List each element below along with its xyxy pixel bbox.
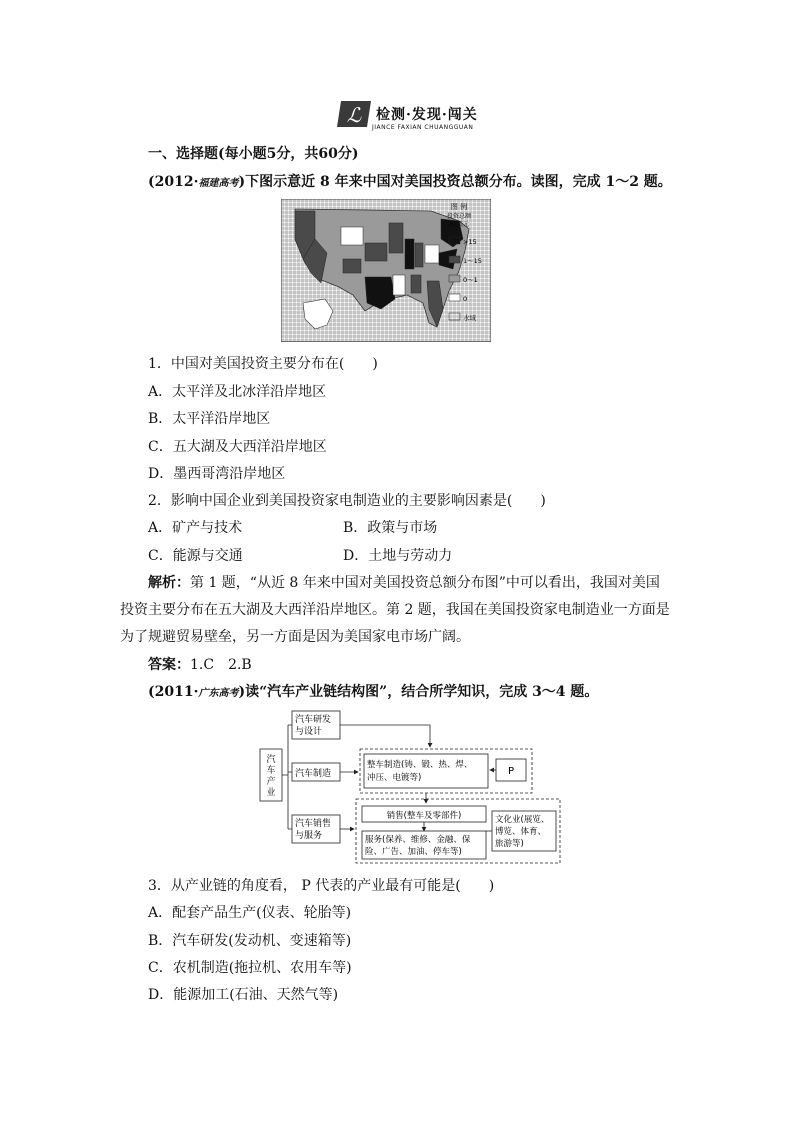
branch-mfg: 汽车制造 bbox=[295, 769, 332, 779]
banner-title: 检测·发现·闯关 bbox=[376, 107, 478, 123]
block1-intro bbox=[148, 173, 672, 193]
block2-intro bbox=[148, 683, 598, 703]
us-investment-map bbox=[281, 199, 491, 342]
answer-line bbox=[148, 656, 252, 674]
branch-rd-1: 汽车研发 bbox=[295, 715, 332, 725]
analysis-line1 bbox=[148, 574, 660, 592]
q1-option-b: B．太平洋沿岸地区 bbox=[148, 411, 271, 427]
analysis-text1: 第 1 题，“从近 8 年来中国对美国投资总额分布图”中可以看出，我国对美国 bbox=[190, 575, 660, 591]
culture-2: 博览、体育、 bbox=[495, 827, 547, 837]
service-1: 服务(保养、维修、金融、保 bbox=[365, 835, 471, 845]
legend-title: 图 例 bbox=[450, 203, 468, 211]
q1-option-c: C．五大湖及大西洋沿岸地区 bbox=[148, 439, 327, 455]
section-logo-icon bbox=[337, 99, 373, 129]
block2-year: (2011· bbox=[148, 684, 199, 700]
q3-option-a: A．配套产品生产(仪表、轮胎等) bbox=[148, 905, 352, 921]
block1-text: )下图示意近 8 年来中国对美国投资总额分布。读图，完成 1～2 题。 bbox=[238, 174, 672, 190]
legend-swatch-3 bbox=[449, 294, 460, 301]
root-char-3: 产 bbox=[266, 777, 276, 787]
answer-label: 答案： bbox=[148, 657, 190, 673]
culture-1: 文化业(展览、 bbox=[495, 815, 550, 825]
analysis-line2: 投资主要分布在五大湖及大西洋沿岸地区。第 2 题，我国在美国投资家电制造业一方面是 bbox=[120, 602, 670, 618]
block1-source: 福建高考 bbox=[198, 178, 239, 189]
branch-rd-2: 与设计 bbox=[295, 727, 323, 737]
section-title: 一、选择题(每小题5分，共60分) bbox=[148, 146, 359, 162]
answer-text: 1.C 2.B bbox=[190, 657, 252, 673]
q2-option-d: D．土地与劳动力 bbox=[343, 548, 453, 564]
q3-option-c: C．农机制造(拖拉机、农用车等) bbox=[148, 960, 352, 976]
banner-subtitle: JIANCE FAXIAN CHUANGGUAN bbox=[372, 124, 474, 131]
branch-sales-1: 汽车销售 bbox=[295, 819, 332, 829]
auto-industry-diagram bbox=[258, 707, 562, 867]
q2-option-a: A．矿产与技术 bbox=[148, 520, 243, 536]
root-char-2: 车 bbox=[266, 766, 276, 776]
culture-3: 旅游等) bbox=[495, 839, 524, 849]
legend-unit1: 投资总额 bbox=[446, 213, 472, 220]
legend-swatch-2 bbox=[449, 275, 460, 282]
svg-text:ℒ: ℒ bbox=[346, 103, 362, 127]
q2-option-c: C．能源与交通 bbox=[148, 548, 243, 564]
analysis-line3: 为了规避贸易壁垒，另一方面是因为美国家电市场广阔。 bbox=[120, 629, 470, 645]
legend-label-4: 水域 bbox=[463, 314, 476, 322]
legend-label-1: 1～15 bbox=[463, 257, 482, 265]
manufacture-2: 冲压、电镀等) bbox=[367, 773, 422, 783]
service-2: 险、广告、加油、停车等) bbox=[365, 847, 462, 857]
manufacture-1: 整车制造(铸、锻、热、焊、 bbox=[367, 760, 473, 770]
p-label: P bbox=[507, 766, 515, 777]
q3-stem: 3．从产业链的角度看， P 代表的产业最有可能是( ) bbox=[148, 878, 495, 894]
q3-option-b: B．汽车研发(发动机、变速箱等) bbox=[148, 933, 352, 949]
block2-text: )读“汽车产业链结构图”，结合所学知识，完成 3～4 题。 bbox=[238, 684, 599, 700]
q2-option-b: B．政策与市场 bbox=[343, 520, 438, 536]
legend-label-3: 0 bbox=[463, 295, 468, 303]
root-char-1: 汽 bbox=[266, 755, 276, 765]
legend-label-2: 0～1 bbox=[463, 276, 478, 284]
legend-swatch-1 bbox=[449, 256, 460, 263]
q1-option-a: A．太平洋及北冰洋沿岸地区 bbox=[148, 384, 327, 400]
legend-unit2: /亿美元 bbox=[448, 221, 470, 228]
legend-label-0: >15 bbox=[463, 238, 477, 246]
q1-stem: 1．中国对美国投资主要分布在( ) bbox=[148, 356, 378, 372]
q2-stem: 2．影响中国企业到美国投资家电制造业的主要影响因素是( ) bbox=[148, 493, 546, 509]
root-char-4: 业 bbox=[266, 788, 276, 798]
legend-swatch-0 bbox=[449, 237, 460, 244]
sales-label: 销售(整车及零部件) bbox=[386, 811, 462, 821]
block2-source: 广东高考 bbox=[198, 688, 239, 699]
q1-option-d: D．墨西哥湾沿岸地区 bbox=[148, 466, 286, 482]
legend-swatch-4 bbox=[449, 313, 460, 320]
branch-sales-2: 与服务 bbox=[295, 831, 323, 841]
block1-year: (2012· bbox=[148, 174, 199, 190]
analysis-label: 解析： bbox=[148, 575, 190, 591]
q3-option-d: D．能源加工(石油、天然气等) bbox=[148, 987, 339, 1003]
